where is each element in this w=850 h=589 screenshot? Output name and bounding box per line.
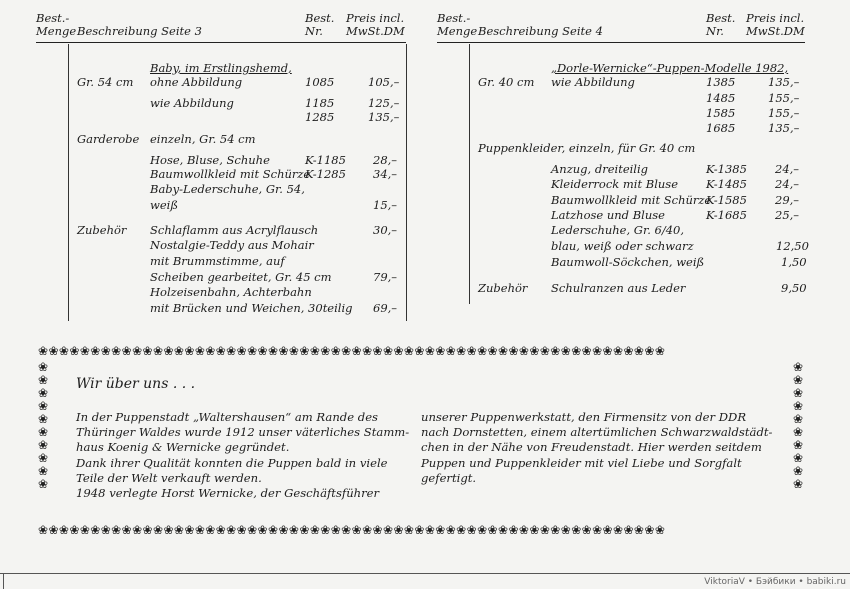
- socken-price: 1,50: [781, 255, 807, 269]
- baby-2-nr: 1185: [305, 96, 335, 110]
- garderobe-label: Garderobe: [77, 132, 140, 146]
- about-col1-line: In der Puppenstadt „Waltershausen“ am Rande des: [76, 410, 379, 424]
- hose-price: 28,–: [373, 153, 398, 167]
- teddy-price: 79,–: [373, 270, 398, 284]
- schuhe-desc-2: weiß: [150, 198, 179, 212]
- left-header-bestnr-1: Best.: [305, 11, 335, 25]
- about-col1-line: 1948 verlegte Horst Wernicke, der Geschäftsführer: [76, 486, 380, 501]
- right-kleid-desc: Baumwollkleid mit Schürze: [551, 193, 712, 207]
- anzug-price: 24,–: [775, 162, 800, 176]
- left-header-bestnr-2: Nr.: [305, 24, 323, 38]
- teddy-desc-2: mit Brummstimme, auf: [150, 254, 285, 268]
- ornament-border-right: ❀❀❀❀❀❀❀❀❀❀: [793, 361, 804, 491]
- right-header-bestnr-1: Best.: [706, 11, 736, 25]
- bahn-desc-1: Holzeisenbahn, Achterbahn: [150, 285, 312, 299]
- dorle-title: „Dorle-Wernicke“-Puppen-Modelle 1982,: [551, 61, 789, 75]
- left-column-rule: [68, 44, 69, 321]
- zubehoer-right-label: Zubehör: [478, 281, 528, 295]
- left-header-preis-2: MwSt.DM: [346, 24, 405, 38]
- rock-desc: Kleiderrock mit Bluse: [551, 177, 679, 191]
- anzug-nr: K-1385: [706, 162, 747, 176]
- teddy-desc-3: Scheiben gearbeitet, Gr. 45 cm: [150, 270, 332, 284]
- right-header-preis-2: MwSt.DM: [746, 24, 805, 38]
- bottom-frame-left: [3, 573, 4, 589]
- about-col2-line: gefertigt.: [421, 470, 477, 485]
- baby-2-desc: wie Abbildung: [150, 96, 234, 110]
- right-header-best: Best.-: [437, 11, 471, 25]
- left-header-beschreibung: Beschreibung Seite 3: [77, 24, 202, 38]
- schlaf-desc: Schlaflamm aus Acrylflausch: [150, 223, 319, 237]
- model-nr-2: 1485: [706, 91, 736, 105]
- left-header-preis-1: Preis incl.: [346, 11, 405, 25]
- kleid-desc: Baumwollkleid mit Schürze: [150, 167, 311, 181]
- right-kleid-price: 29,–: [775, 193, 800, 207]
- ranzen-price: 9,50: [781, 281, 807, 295]
- ornament-border-top: ❀❀❀❀❀❀❀❀❀❀❀❀❀❀❀❀❀❀❀❀❀❀❀❀❀❀❀❀❀❀❀❀❀❀❀❀❀❀❀❀❀❀❀❀❀❀❀❀❀❀❀❀❀❀❀❀❀❀❀❀: [38, 345, 666, 358]
- hose-nr: K-1185: [305, 153, 346, 167]
- watermark: ViktoriaV • Бэйбики • babiki.ru: [704, 577, 846, 587]
- anzug-desc: Anzug, dreiteilig: [551, 162, 649, 176]
- zubehoer-left-label: Zubehör: [77, 223, 127, 237]
- about-col1-line: haus Koenig & Wernicke gegründet.: [76, 440, 290, 455]
- model-price-4: 135,–: [768, 121, 800, 135]
- about-column-1: [76, 410, 409, 501]
- model-nr-1: 1385: [706, 75, 736, 89]
- rock-nr: K-1485: [706, 177, 747, 191]
- about-col2-line: Puppen und Puppenkleider mit viel Liebe und Sorgfalt: [421, 455, 742, 470]
- baby-title: Baby, im Erstlingshemd,: [150, 61, 292, 75]
- baby-3-nr: 1285: [305, 110, 335, 124]
- baby-3-price: 135,–: [368, 110, 400, 124]
- baby-1-nr: 1085: [305, 75, 335, 89]
- baby-1-price: 105,–: [368, 75, 400, 89]
- leder-desc-1: Lederschuhe, Gr. 6/40,: [551, 223, 684, 237]
- baby-2-price: 125,–: [368, 96, 400, 110]
- kleider-title: Puppenkleider, einzeln, für Gr. 40 cm: [478, 141, 696, 155]
- socken-desc: Baumwoll-Söckchen, weiß: [551, 255, 705, 269]
- left-header-menge: Menge: [36, 24, 77, 38]
- latz-price: 25,–: [775, 208, 800, 222]
- about-col2-line: unserer Puppenwerkstatt, den Firmensitz von der DDR: [421, 410, 747, 424]
- right-header-bestnr-2: Nr.: [706, 24, 724, 38]
- about-col1-line: Thüringer Waldes wurde 1912 unser väterliches Stamm-: [76, 425, 410, 440]
- wie-abbildung: wie Abbildung: [551, 75, 635, 89]
- garderobe-desc: einzeln, Gr. 54 cm: [150, 132, 256, 146]
- hose-desc: Hose, Bluse, Schuhe: [150, 153, 270, 167]
- ranzen-desc: Schulranzen aus Leder: [551, 281, 686, 295]
- right-header-menge: Menge: [437, 24, 478, 38]
- left-right-column-rule: [406, 44, 407, 321]
- about-col1-line: Dank ihrer Qualität konnten die Puppen bald in viele: [76, 455, 388, 470]
- gr40-label: Gr. 40 cm: [478, 75, 535, 89]
- baby-1-desc: ohne Abbildung: [150, 75, 243, 89]
- bahn-desc-2: mit Brücken und Weichen, 30teilig: [150, 301, 353, 315]
- model-price-2: 155,–: [768, 91, 800, 105]
- bottom-frame-rule: [0, 573, 850, 574]
- right-kleid-nr: K-1585: [706, 193, 747, 207]
- leder-price: 12,50: [776, 239, 809, 253]
- teddy-desc-1: Nostalgie-Teddy aus Mohair: [150, 238, 314, 252]
- bahn-price: 69,–: [373, 301, 398, 315]
- schuhe-price: 15,–: [373, 198, 398, 212]
- right-column-rule: [469, 44, 470, 304]
- left-header-best: Best.-: [36, 11, 70, 25]
- about-column-2: [421, 410, 772, 486]
- latz-desc: Latzhose und Bluse: [551, 208, 665, 222]
- model-price-3: 155,–: [768, 106, 800, 120]
- schuhe-desc-1: Baby-Lederschuhe, Gr. 54,: [150, 182, 305, 196]
- about-title: Wir über uns . . .: [76, 376, 196, 392]
- model-nr-3: 1585: [706, 106, 736, 120]
- leder-desc-2: blau, weiß oder schwarz: [551, 239, 694, 253]
- right-header-beschreibung: Beschreibung Seite 4: [478, 24, 603, 38]
- right-header-rule: [437, 42, 805, 43]
- about-col2-line: chen in der Nähe von Freudenstadt. Hier werden seitdem: [421, 440, 762, 455]
- model-nr-4: 1685: [706, 121, 736, 135]
- about-col2-line: nach Dornstetten, einem altertümlichen Schwarzwaldstädt-: [421, 425, 773, 440]
- kleid-nr: K-1285: [305, 167, 346, 181]
- ornament-border-bottom: ❀❀❀❀❀❀❀❀❀❀❀❀❀❀❀❀❀❀❀❀❀❀❀❀❀❀❀❀❀❀❀❀❀❀❀❀❀❀❀❀❀❀❀❀❀❀❀❀❀❀❀❀❀❀❀❀❀❀❀❀: [38, 524, 666, 537]
- about-col1-line: Teile der Welt verkauft werden.: [76, 470, 262, 485]
- ornament-border-left: ❀❀❀❀❀❀❀❀❀❀: [38, 361, 49, 491]
- kleid-price: 34,–: [373, 167, 398, 181]
- rock-price: 24,–: [775, 177, 800, 191]
- gr54-label: Gr. 54 cm: [77, 75, 134, 89]
- left-header-rule: [36, 42, 406, 43]
- schlaf-price: 30,–: [373, 223, 398, 237]
- latz-nr: K-1685: [706, 208, 747, 222]
- model-price-1: 135,–: [768, 75, 800, 89]
- right-header-preis-1: Preis incl.: [746, 11, 805, 25]
